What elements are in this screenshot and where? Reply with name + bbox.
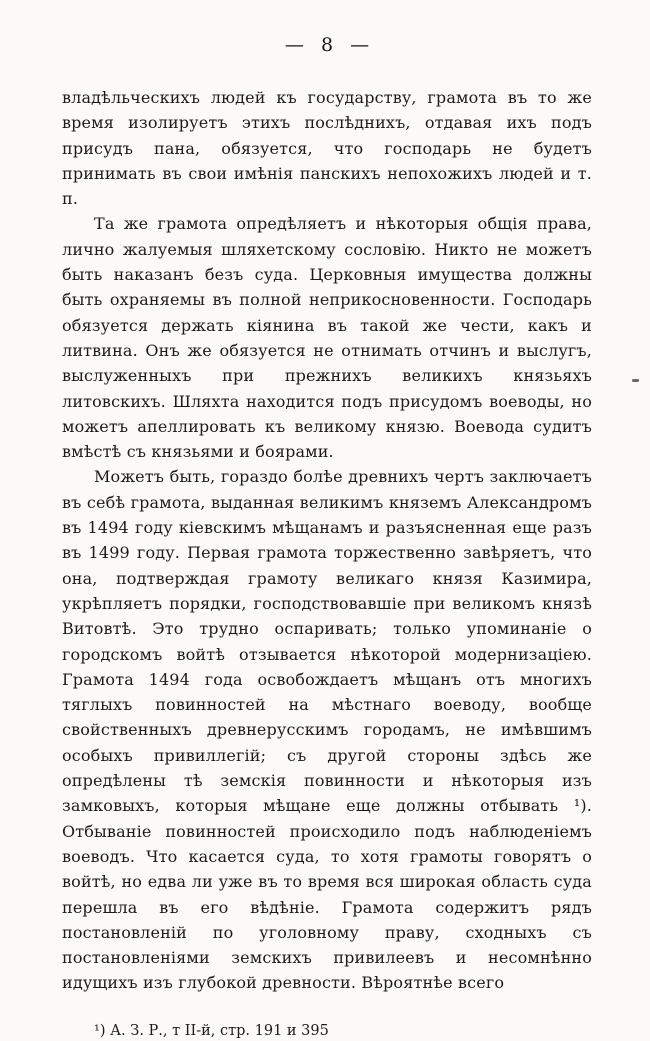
page-number: — 8 — <box>284 34 370 56</box>
footnote-text: ¹) А. З. Р., т II-й, стр. 191 и 395 <box>94 1022 329 1039</box>
text-column <box>62 85 592 996</box>
paragraph-2: Та же грамота опредѣляетъ и нѣкоторыя общія права, лично жалуемыя шляхетскому сословію. Никто не можетъ быть наказанъ безъ суда. Церковныя имущества должны быть охраняемы въ полной неприкосновенности. Господарь обязуется держать кіянина въ такой же чести, какъ и литвина. Онъ же обязуется не отнимать отчинъ и выслугъ, выслуженныхъ при прежнихъ великихъ князьяхъ литовскихъ. Шляхта находится подъ присудомъ воеводы, но можетъ апеллировать къ великому князю. Воевода судитъ вмѣстѣ съ князьями и боярами. <box>62 214 592 462</box>
scan-speck <box>632 379 639 382</box>
footnote <box>62 1021 592 1041</box>
paragraph-1: владѣльческихъ людей къ государству, грамота въ то же время изолируетъ этихъ послѣднихъ, отдавая ихъ подъ присудъ пана, обязуется, что господарь не будетъ принимать въ свои имѣнія панскихъ непохожихъ людей и т. п. <box>62 88 592 209</box>
paragraph-3: Можетъ быть, гораздо болѣе древнихъ чертъ заключаетъ въ себѣ грамота, выданная великимъ княземъ Александромъ въ 1494 году кіевскимъ мѣщанамъ и разъясненная еще разъ въ 1499 году. Первая грамота торжественно завѣряетъ, что она, подтверждая грамоту великаго князя Казимира, укрѣпляетъ порядки, господствовавшіе при великомъ князѣ Витовтѣ. Это трудно оспаривать; только упоминаніе о городскомъ войтѣ отзывается нѣкоторой модернизаціею. Грамота 1494 года освобождаетъ мѣщанъ отъ многихъ тяглыхъ повинностей на мѣстнаго воеводу, вообще свойственныхъ древнерусскимъ городамъ, не имѣвшимъ особыхъ привиллегій; съ другой стороны здѣсь же опредѣлены тѣ земскія повинности и нѣкоторыя изъ замковыхъ, которыя мѣщане еще должны отбывать ¹). Отбываніе повинностей происходило подъ наблюденіемъ воеводъ. Что касается суда, то хотя грамоты говорятъ о войтѣ, но едва ли уже въ то время вся широкая область суда перешла въ его вѣдѣніе. Грамота содержитъ рядъ постановленій по уголовному праву, сходныхъ съ постановленіями земскихъ привилеевъ и несомнѣнно идущихъ изъ глубокой древности. Вѣроятнѣе всего <box>62 467 592 993</box>
